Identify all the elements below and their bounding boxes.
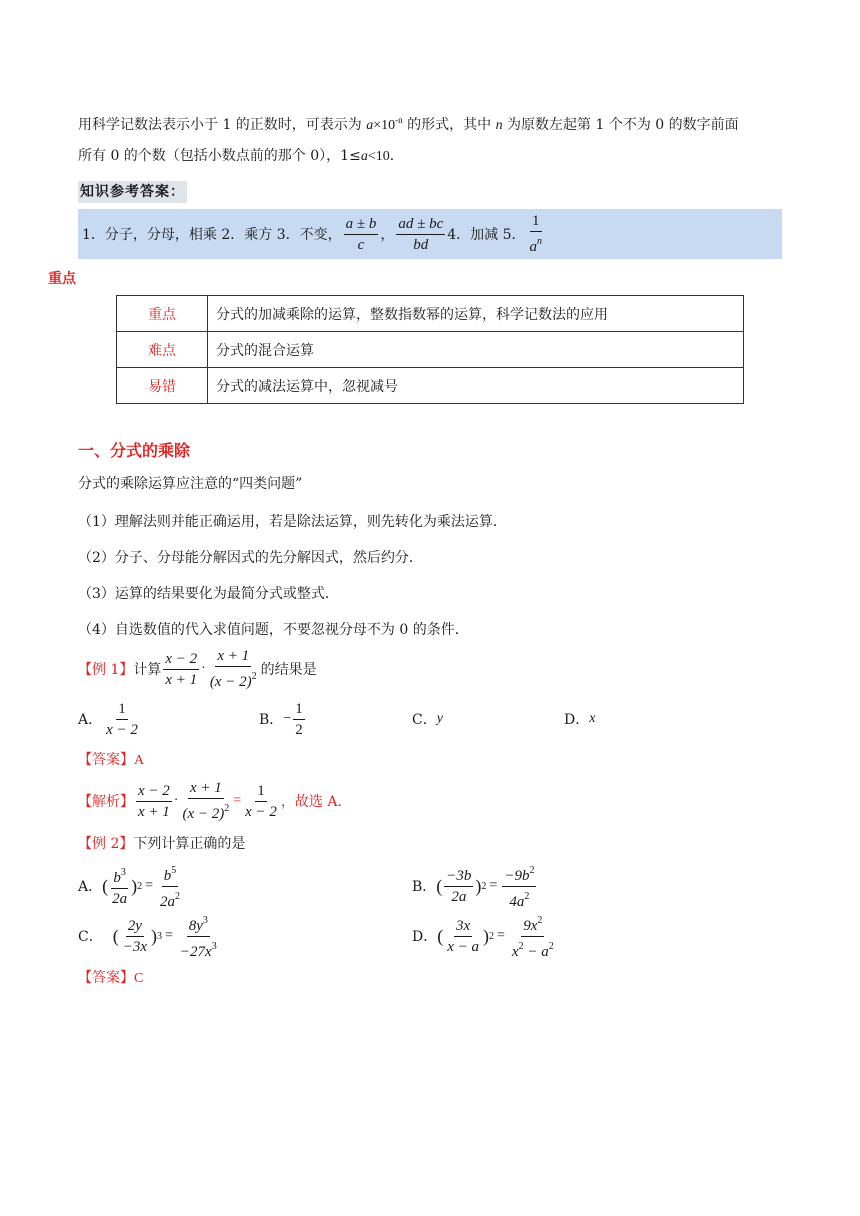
example2-option-a[interactable]: A． ( $\frac{b^3}{2a}$ ) 2 = $\frac{b^5}{2a^2}$ (78, 864, 184, 908)
fraction: $\frac{3x}{x - a}$ (447, 917, 480, 955)
example2-option-d[interactable]: D． ( $\frac{3x}{x - a}$ ) 2 = $\frac{9x^2}{x^2 - a^2}$ (412, 914, 558, 958)
keypoint-key: 重点 (117, 296, 208, 332)
example1-option-b[interactable]: B． − $\frac{1}{2}$ (259, 700, 303, 738)
example2-option-b[interactable]: B． ( $\frac{-3b}{2a}$ ) 2 = $\frac{-9b^2}{4a^2}$ (412, 864, 538, 908)
intro-line-2: 所有 0 的个数（包括小数点前的那个 0），1≤a<10． (78, 148, 404, 164)
fraction-a-pm-b-over-c: $\frac{a \pm b}{c}$ (345, 215, 377, 253)
example1-analysis: 【解析】 $\frac{x - 2}{x + 1}$ · $\frac{x + 1}{(x - 2)^2}$ = $\frac{1}{x - 2}$ ，故选 A． (78, 780, 352, 822)
fraction: $\frac{2y}{-3x}$ (122, 917, 147, 955)
table-row (117, 368, 744, 404)
example1-option-a[interactable]: A． $\frac{1}{x - 2}$ (78, 700, 138, 738)
example1-option-d[interactable]: D． x (564, 711, 596, 728)
fraction: $\frac{-3b}{2a}$ (446, 867, 472, 905)
fraction: $\frac{x - 2}{x + 1}$ (138, 782, 170, 820)
example1-answer: 【答案】A (78, 752, 145, 768)
fraction: $\frac{8y^3}{-27x^3}$ (178, 912, 219, 961)
example2-answer: 【答案】C (78, 970, 144, 986)
table-row (117, 296, 744, 332)
fraction-ad-pm-bc-over-bd: $\frac{ad \pm bc}{bd}$ (398, 215, 444, 253)
fraction: $\frac{1}{2}$ (295, 700, 303, 738)
knowledge-heading: 知识参考答案： (78, 181, 187, 203)
keypoints-table (116, 295, 744, 404)
keypoint-key: 易错 (117, 368, 208, 404)
keypoint-value: 分式的混合运算 (208, 332, 744, 368)
section-intro: 分式的乘除运算应注意的“四类问题” (78, 476, 303, 492)
example2-option-c[interactable]: C． ( $\frac{2y}{-3x}$ ) 3 = $\frac{8y^3}{-27x^3}$ (78, 914, 221, 958)
list-item: （4）自选数值的代入求值问题，不要忽视分母不为 0 的条件． (78, 622, 469, 638)
fraction: $\frac{b^3}{2a}$ (110, 864, 129, 908)
knowledge-answer-bar (78, 209, 782, 259)
fraction: $\frac{b^5}{2a^2}$ (158, 862, 182, 911)
fraction: $\frac{1}{x - 2}$ (245, 782, 277, 820)
fraction: $\frac{1}{x - 2}$ (106, 700, 138, 738)
keypoint-value: 分式的减法运算中，忽视减号 (208, 368, 744, 404)
list-item: （3）运算的结果要化为最简分式或整式． (78, 586, 339, 602)
example2-question: 【例 2】下列计算正确的是 (78, 836, 246, 852)
keypoint-value: 分式的加减乘除的运算，整数指数幂的运算，科学记数法的应用 (208, 296, 744, 332)
example1-question: 【例 1】 计算 $\frac{x - 2}{x + 1}$ · $\frac{x + 1}{(x - 2)^2}$ 的结果是 (78, 648, 317, 690)
section-title: 一、分式的乘除 (78, 441, 191, 460)
fraction: $\frac{-9b^2}{4a^2}$ (502, 862, 536, 911)
fraction: $\frac{x - 2}{x + 1}$ (165, 650, 198, 688)
knowledge-answer-content: 1．分子，分母，相乘 2．乘方 3．不变， $\frac{a \pm b}{c}$ ， $\frac{ad \pm bc}{bd}$ 4．加减 5． $\frac{1}{a^n}$ (82, 213, 543, 255)
example1-option-c[interactable]: C． y (412, 711, 443, 728)
intro-line-1: 用科学记数法表示小于 1 的正数时，可表示为 $a\times 10^{-n}$ 的形式，其中 n 为原数左起第 1 个不为 0 的数字前面 (78, 115, 739, 133)
fraction: $\frac{x + 1}{(x - 2)^2}$ (182, 780, 230, 822)
fraction: $\frac{x + 1}{(x - 2)^2}$ (209, 648, 257, 690)
table-row (117, 332, 744, 368)
list-item: （1）理解法则并能正确运用，若是除法运算，则先转化为乘法运算． (78, 514, 507, 530)
keypoints-label: 重点 (48, 271, 76, 287)
fraction-1-over-a-n: $\frac{1}{a^n}$ (529, 213, 543, 255)
fraction: $\frac{9x^2}{x^2 - a^2}$ (510, 912, 556, 961)
list-item: （2）分子、分母能分解因式的先分解因式，然后约分． (78, 550, 423, 566)
keypoint-key: 难点 (117, 332, 208, 368)
